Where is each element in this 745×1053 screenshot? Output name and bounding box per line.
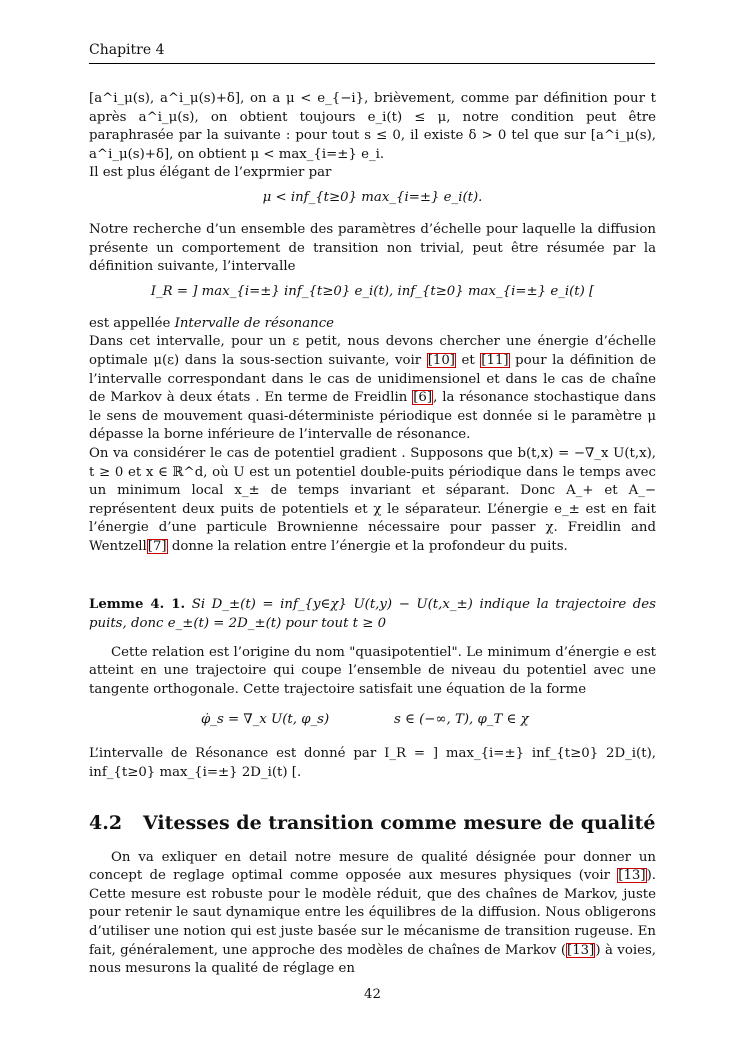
page-body	[89, 90, 656, 979]
lemma-title: Lemme 4. 1.	[89, 597, 186, 613]
equation-3-right: s ∈ (−∞, T), φ_T ∈ χ	[394, 712, 529, 728]
paragraph-7: Cette relation est l’origine du nom "quasipotentiel". Le minimum d’énergie e est atteint en une trajectoire qui coupe l’ensemble de niveau du potentiel avec une tangente orthogonale. Cette trajectoire satisfait une équation de la forme	[89, 644, 656, 697]
page-number: 42	[364, 987, 381, 1002]
paragraph-5	[89, 333, 656, 445]
citation-7[interactable]: [7]	[147, 538, 167, 554]
paragraph-9-text-b: ). Cette mesure est robuste pour le modèle réduit, que des chaînes de Markov, juste pour retenir le saut dynamique entre les équilibres de la diffusion. Nous obligerons d’utiliser une notion qui est juste basée sur le mécanisme de transition rugeuse. En fait, généralement, une approche des modèles de chaînes de Markov (	[89, 868, 656, 958]
lemma	[89, 596, 656, 633]
paragraph-6-text-a: On va considérer le cas de potentiel gradient . Supposons que b(t,x) = −∇_x U(t,x), t ≥ 0 et x ∈ ℝ^d, où U est un potentiel double-puits périodique dans le temps avec un minimum local x_± de temps invariant et séparant. Donc A_+ et A_− représentent deux puits de potentiels et χ le séparateur. L’énergie e_± est en fait l’énergie d’une particule Brownienne nécessaire pour passer χ. Freidlin and Wentzell	[89, 445, 656, 554]
lemma-statement: Si D_±(t) = inf_{y∈χ} U(t,y) − U(t,x_±) indique la trajectoire des puits, donc e_±(t) = 2D_±(t) pour tout t ≥ 0	[89, 597, 656, 632]
paragraph-2: Il est plus élégant de l’exprmier par	[89, 165, 332, 181]
section-title: Vitesses de transition comme mesure de qualité	[143, 811, 656, 834]
paragraph-5-text-a: Dans cet intervalle, pour un ε petit, nous devons chercher une énergie d’échelle optimale μ(ε) dans la sous-section suivante, voir	[89, 334, 656, 368]
paragraph-4-prefix: est appellée	[89, 315, 175, 331]
paragraph-5-text-b: et	[456, 352, 481, 368]
citation-10[interactable]: [10]	[427, 352, 455, 368]
paragraph-4	[89, 315, 656, 334]
paragraph-5-text-d: , la résonance stochastique dans le sens de mouvement quasi-déterministe périodique est donnée si le paramètre μ dépasse la borne inférieure de l’intervalle de résonance.	[89, 390, 656, 443]
paragraph-3: Notre recherche d’un ensemble des paramètres d’échelle pour laquelle la diffusion présente un comportement de transition non trivial, peut être résumée par la définition suivante, l’intervalle	[89, 221, 656, 275]
paragraph-9	[89, 849, 656, 979]
citation-11[interactable]: [11]	[481, 352, 509, 368]
section-number: 4.2	[89, 811, 123, 834]
paragraph-5-text-c: pour la définition de l’intervalle correspondant dans le cas de unidimensionel et dans le cas de chaîne de Markov à deux états . En terme de Freidlin	[89, 352, 656, 406]
equation-1-text: μ < inf_{t≥0} max_{i=±} e_i(t).	[262, 189, 483, 205]
paragraph-1: [a^i_μ(s), a^i_μ(s)+δ], on a μ < e_{−i}, brièvement, comme par définition pour t après a^i_μ(s), on obtient toujours e_i(t) ≤ μ, notre condition peut être paraphrasée par la suivante : pour tout s ≤ 0, il existe δ > 0 tel que sur [a^i_μ(s), a^i_μ(s)+δ], on obtient μ < max_{i=±} e_i.	[89, 91, 656, 162]
chapter-label: Chapitre 4	[89, 42, 165, 58]
equation-3	[89, 709, 656, 735]
vertical-space	[89, 556, 656, 596]
equation-3-left: φ̇_s = ∇_x U(t, φ_s)	[201, 712, 330, 728]
citation-6[interactable]: [6]	[413, 390, 433, 406]
paragraph-6	[89, 445, 656, 557]
citation-13-b[interactable]: [13]	[567, 942, 595, 958]
paragraph-6-text-b: donne la relation entre l’énergie et la profondeur du puits.	[167, 538, 568, 554]
section-heading	[89, 811, 656, 835]
equation-1	[89, 189, 656, 215]
equation-2	[89, 283, 656, 309]
paragraph-8: L’intervalle de Résonance est donné par I_R = ] max_{i=±} inf_{t≥0} 2D_i(t), inf_{t≥0} max_{i=±} 2D_i(t) [.	[89, 746, 656, 781]
paragraph-9-text-c: ) à voies, nous mesurons la qualité de réglage en	[89, 942, 656, 977]
equation-2-text: I_R = ] max_{i=±} inf_{t≥0} e_i(t), inf_{t≥0} max_{i=±} e_i(t) [	[150, 283, 595, 299]
paragraph-9-text-a: On va exliquer en detail notre mesure de qualité désignée pour donner un concept de reglage optimal comme opposée aux mesures physiques (voir	[89, 849, 656, 884]
citation-13-a[interactable]: [13]	[618, 868, 646, 884]
definition-term: Intervalle de résonance	[174, 315, 335, 331]
running-header	[89, 41, 655, 64]
